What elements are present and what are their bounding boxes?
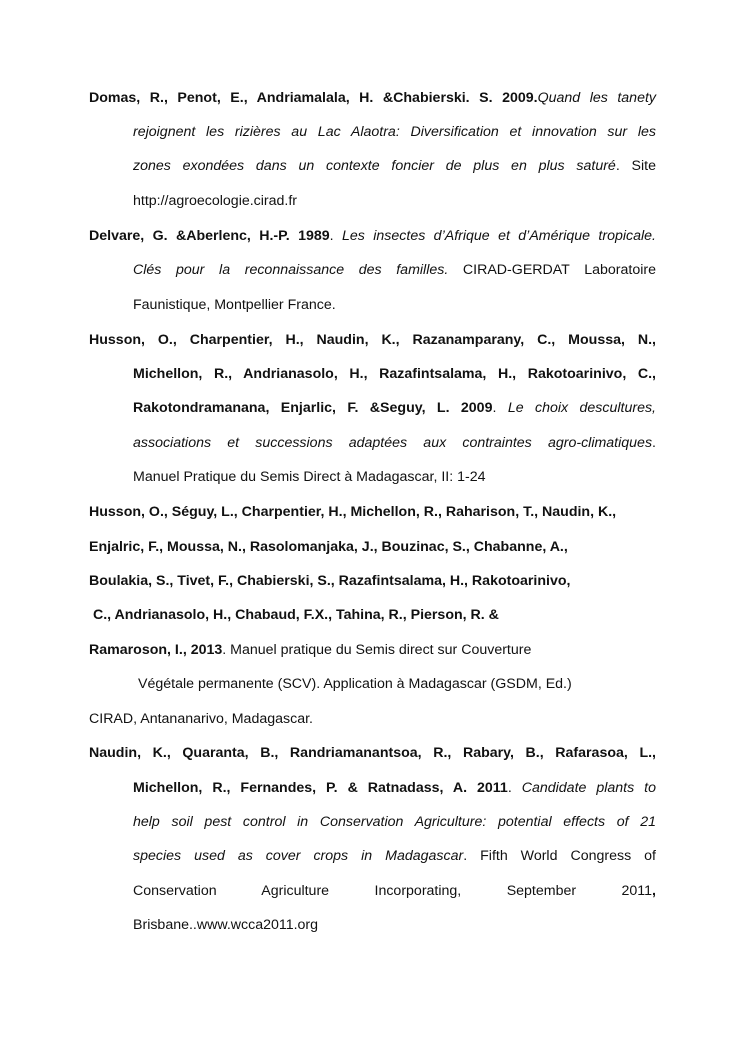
- reference-source: . Site: [615, 158, 656, 174]
- reference-delvare-line-3: [133, 296, 656, 314]
- reference-husson-2013-line-1: [89, 503, 616, 521]
- reference-authors: Husson, O., Charpentier, H., Naudin, K., Razanamparany, C., Moussa, N.,: [89, 332, 656, 348]
- reference-title: Quand les tanety: [537, 90, 656, 106]
- reference-url: http://agroecologie.cirad.fr: [133, 193, 298, 209]
- reference-domas-line-1: [89, 89, 656, 107]
- reference-domas-line-3: [133, 157, 656, 175]
- reference-title: Clés pour la reconnaissance des familles.: [133, 262, 449, 278]
- reference-naudin-line-6: [133, 916, 656, 934]
- reference-separator: ,: [652, 883, 656, 899]
- reference-source: CIRAD-GERDAT Laboratoire: [448, 262, 656, 278]
- reference-husson-2009-line-3: [133, 399, 656, 417]
- reference-naudin-line-4: [133, 847, 656, 865]
- reference-title: zones exondées dans un contexte foncier de plus en plus saturé: [133, 158, 616, 174]
- reference-authors: Husson, O., Séguy, L., Charpentier, H., Michellon, R., Raharison, T., Naudin, K.,: [89, 504, 617, 520]
- reference-authors: Rakotondramanana, Enjarlic, F. &Seguy, L. 2009: [133, 400, 493, 416]
- reference-separator: .: [652, 435, 656, 451]
- reference-husson-2013-line-7: [89, 710, 313, 728]
- reference-husson-2009-line-5: [133, 468, 656, 486]
- reference-separator: .: [507, 780, 522, 796]
- reference-source: Faunistique, Montpellier France.: [133, 297, 336, 313]
- reference-authors: C., Andrianasolo, H., Chabaud, F.X., Tahina, R., Pierson, R. &: [89, 607, 499, 623]
- reference-title: rejoignent les rizières au Lac Alaotra: Diversification et innovation sur les: [133, 124, 656, 140]
- reference-husson-2013-line-2: [89, 538, 568, 556]
- reference-url: Brisbane..www.wcca2011.org: [133, 917, 319, 933]
- reference-authors: Michellon, R., Andrianasolo, H., Razafintsalama, H., Rakotoarinivo, C.,: [133, 366, 656, 382]
- reference-domas-line-4: [133, 192, 656, 210]
- reference-authors: Domas, R., Penot, E., Andriamalala, H. &Chabierski. S. 2009.: [89, 90, 538, 106]
- reference-naudin-line-2: [133, 779, 656, 797]
- reference-naudin-line-1: [89, 744, 656, 762]
- reference-title: Le choix descultures,: [507, 400, 656, 416]
- reference-title: help soil pest control in Conservation Agriculture: potential effects of 21: [133, 814, 656, 830]
- reference-husson-2013-line-6: [138, 675, 572, 693]
- reference-delvare-line-2: [133, 261, 656, 279]
- reference-separator: .: [329, 228, 342, 244]
- reference-source: . Fifth World Congress of: [463, 848, 656, 864]
- reference-domas-line-2: [133, 123, 656, 141]
- reference-husson-2013-line-5: [89, 641, 531, 659]
- reference-title: species used as cover crops in Madagascar: [133, 848, 464, 864]
- reference-title: associations et successions adaptées aux contraintes agro-climatiques: [133, 435, 653, 451]
- reference-husson-2009-line-1: [89, 331, 656, 349]
- reference-authors: Delvare, G. &Aberlenc, H.-P. 1989: [89, 228, 330, 244]
- reference-source: CIRAD, Antananarivo, Madagascar.: [89, 711, 313, 727]
- reference-source: Manuel Pratique du Semis Direct à Madagascar, II: 1-24: [133, 469, 486, 485]
- reference-source: . Manuel pratique du Semis direct sur Couverture: [222, 642, 532, 658]
- reference-husson-2009-line-4: [133, 434, 656, 452]
- reference-title: Candidate plants to: [521, 780, 656, 796]
- reference-authors: Ramaroson, I., 2013: [89, 642, 223, 658]
- reference-husson-2013-line-3: [89, 572, 570, 590]
- reference-source: Conservation Agriculture Incorporating, September 2011: [133, 883, 653, 899]
- reference-authors: Naudin, K., Quaranta, B., Randriamanantsoa, R., Rabary, B., Rafarasoa, L.,: [89, 745, 656, 761]
- reference-husson-2009-line-2: [133, 365, 656, 383]
- reference-authors: Enjalric, F., Moussa, N., Rasolomanjaka, J., Bouzinac, S., Chabanne, A.,: [89, 539, 568, 555]
- reference-authors: Boulakia, S., Tivet, F., Chabierski, S., Razafintsalama, H., Rakotoarinivo,: [89, 573, 571, 589]
- reference-naudin-line-3: [133, 813, 656, 831]
- reference-title: Les insectes d’Afrique et d’Amérique tropicale.: [342, 228, 656, 244]
- reference-naudin-line-5: [133, 882, 656, 900]
- reference-separator: .: [492, 400, 508, 416]
- reference-husson-2013-line-4: [89, 606, 499, 624]
- reference-authors: Michellon, R., Fernandes, P. & Ratnadass, A. 2011: [133, 780, 508, 796]
- reference-source: Végétale permanente (SCV). Application à Madagascar (GSDM, Ed.): [138, 676, 572, 692]
- reference-delvare-line-1: [89, 227, 656, 245]
